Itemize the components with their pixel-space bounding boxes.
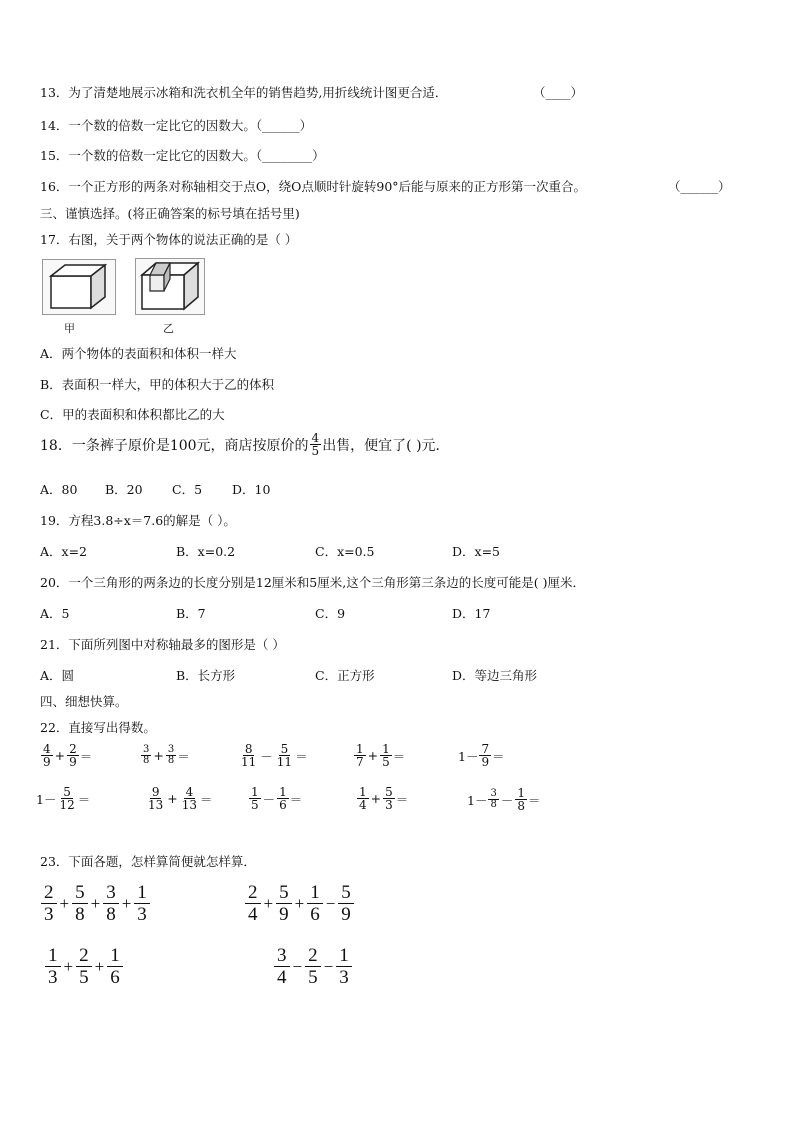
- figure-label-yi: 乙: [163, 322, 174, 335]
- numerator: 1: [45, 945, 61, 967]
- question-21: 21．下面所列图中对称轴最多的图形是（ ）: [40, 637, 285, 652]
- numerator: 2: [76, 945, 92, 967]
- option-18a[interactable]: A．80: [40, 482, 78, 497]
- operator: +: [367, 748, 379, 763]
- lead-term: 1－: [467, 792, 488, 808]
- numerator: 3: [490, 788, 497, 799]
- numerator: 3: [274, 945, 290, 967]
- denominator: 8: [75, 904, 85, 925]
- calc-item: [356, 786, 408, 811]
- denominator: 3: [44, 904, 54, 925]
- numerator: 8: [244, 742, 253, 756]
- lead-term: 1－: [458, 748, 479, 764]
- option-20c[interactable]: C．9: [315, 606, 346, 621]
- calc-item: [248, 786, 302, 811]
- calc-item: [36, 786, 90, 811]
- calc-item: [353, 743, 405, 768]
- numerator: 4: [43, 742, 51, 756]
- denominator: 8: [143, 755, 150, 766]
- equals-sign: ＝: [177, 748, 190, 764]
- numerator: 2: [41, 882, 57, 904]
- operator: −: [292, 956, 303, 976]
- operator: +: [54, 748, 66, 763]
- denominator: 8: [517, 799, 525, 813]
- operator: +: [121, 893, 132, 913]
- option-20b[interactable]: B．7: [176, 606, 206, 621]
- question-16: 16．一个正方形的两条对称轴相交于点O，绕O点顺时针旋转90°后能与原来的正方形第一次重合。: [40, 179, 587, 194]
- equals-sign: ＝: [527, 792, 541, 808]
- equals-sign: ＝: [392, 748, 406, 764]
- denominator: 8: [167, 755, 175, 766]
- cube-cutout-drawing: [136, 259, 204, 314]
- numerator: 1: [107, 945, 123, 967]
- numerator: 5: [280, 742, 289, 756]
- numerator: 3: [143, 744, 150, 755]
- numerator: 3: [167, 744, 175, 755]
- numerator: 5: [338, 882, 354, 904]
- operator: +: [263, 893, 274, 913]
- numerator: 5: [385, 785, 393, 799]
- numerator: 1: [251, 785, 259, 799]
- equals-sign: ＝: [295, 748, 308, 764]
- calc-item: [467, 787, 541, 812]
- numerator: 1: [307, 882, 323, 904]
- question-23: 23．下面各题，怎样算简便就怎样算．: [40, 854, 256, 869]
- question-14: 14．一个数的倍数一定比它的因数大。（______）: [40, 118, 313, 133]
- option-18c[interactable]: C．5: [172, 482, 203, 497]
- denominator: 9: [43, 755, 51, 769]
- option-21d[interactable]: D．等边三角形: [452, 668, 538, 683]
- simplify-expression-4: [273, 945, 353, 988]
- option-20d[interactable]: D．17: [452, 606, 491, 621]
- simplify-expression-3: [44, 945, 124, 988]
- denominator: 4: [359, 798, 367, 812]
- calc-item: [145, 786, 213, 811]
- denominator: 11: [241, 755, 257, 769]
- question-15: 15．一个数的倍数一定比它的因数大。（________）: [40, 148, 325, 163]
- equals-sign: ＝: [492, 748, 505, 764]
- denominator: 5: [251, 798, 259, 812]
- operator: －: [500, 792, 514, 808]
- option-19b[interactable]: B．x=0.2: [176, 544, 236, 559]
- fraction-numerator: 4: [311, 431, 320, 445]
- numerator: 1: [359, 785, 367, 799]
- fraction-four-fifths: [310, 432, 322, 457]
- denominator: 6: [279, 798, 287, 812]
- question-18-text-post: 出售，便宜了( )元．: [322, 437, 450, 454]
- calc-item: [140, 745, 190, 766]
- question-19: 19．方程3.8÷x＝7.6的解是（ ）。: [40, 513, 236, 528]
- denominator: 9: [69, 755, 77, 769]
- option-19d[interactable]: D．x=5: [452, 544, 500, 559]
- numerator: 2: [305, 945, 321, 967]
- calc-item: [40, 743, 92, 768]
- simplify-expression-1: [40, 882, 151, 925]
- question-13-answer-blank[interactable]: （____）: [533, 85, 584, 100]
- question-18: [40, 432, 450, 457]
- equals-sign: ＝: [79, 748, 93, 764]
- question-16-answer-blank[interactable]: （______）: [668, 179, 731, 194]
- numerator: 1: [517, 786, 525, 800]
- section-4-heading: 四、细想快算。: [40, 694, 128, 709]
- cube-solid-drawing: [43, 260, 115, 314]
- denominator: 5: [382, 755, 390, 769]
- numerator: 4: [185, 785, 194, 799]
- question-20: 20．一个三角形的两条边的长度分别是12厘米和5厘米,这个三角形第三条边的长度可能是( )厘米．: [40, 575, 585, 590]
- denominator: 9: [341, 904, 351, 925]
- denominator: 8: [490, 799, 497, 810]
- equals-sign: ＝: [289, 791, 303, 807]
- denominator: 3: [339, 967, 349, 988]
- question-22: 22．直接写出得数。: [40, 720, 156, 735]
- denominator: 9: [279, 904, 289, 925]
- calc-item: [458, 743, 505, 768]
- denominator: 6: [310, 904, 320, 925]
- lead-term: 1－: [36, 791, 57, 807]
- question-18-text-pre: 18．一条裤子原价是100元，商店按原价的: [40, 437, 309, 454]
- denominator: 5: [308, 967, 318, 988]
- operator: −: [323, 956, 334, 976]
- calc-item: [238, 743, 308, 768]
- figure-yi: [135, 258, 205, 315]
- figure-label-jia: 甲: [64, 322, 75, 335]
- option-21c[interactable]: C．正方形: [315, 668, 375, 683]
- fraction-denominator: 5: [311, 444, 320, 458]
- operator: +: [294, 893, 305, 913]
- denominator: 11: [276, 755, 293, 769]
- option-19a[interactable]: A．x=2: [40, 544, 88, 559]
- denominator: 4: [248, 904, 258, 925]
- denominator: 8: [106, 904, 116, 925]
- option-17a[interactable]: A．两个物体的表面积和体积一样大: [40, 346, 237, 361]
- numerator: 5: [63, 785, 71, 799]
- equals-sign: ＝: [395, 791, 409, 807]
- numerator: 1: [134, 882, 150, 904]
- denominator: 3: [385, 798, 393, 812]
- option-18d[interactable]: D．10: [232, 482, 271, 497]
- operator: −: [325, 893, 336, 913]
- operator: +: [63, 956, 74, 976]
- option-20a[interactable]: A．5: [40, 606, 70, 621]
- option-17b[interactable]: B．表面积一样大，甲的体积大于乙的体积: [40, 377, 275, 392]
- numerator: 2: [245, 882, 261, 904]
- denominator: 6: [110, 967, 120, 988]
- denominator: 3: [48, 967, 58, 988]
- operator: +: [59, 893, 70, 913]
- option-17c[interactable]: C．甲的表面积和体积都比乙的大: [40, 407, 225, 422]
- denominator: 7: [356, 755, 364, 769]
- denominator: 9: [481, 755, 490, 769]
- operator: +: [370, 791, 382, 806]
- question-17: 17．右图，关于两个物体的说法正确的是（ ）: [40, 232, 298, 247]
- denominator: 4: [277, 967, 287, 988]
- equals-sign: ＝: [77, 791, 91, 807]
- figure-jia: [42, 259, 116, 315]
- numerator: 3: [103, 882, 119, 904]
- denominator: 5: [79, 967, 89, 988]
- option-21b[interactable]: B．长方形: [176, 668, 236, 683]
- option-19c[interactable]: C．x=0.5: [315, 544, 375, 559]
- operator: －: [260, 748, 273, 764]
- numerator: 5: [72, 882, 88, 904]
- section-3-heading: 三、谨慎选择。(将正确答案的标号填在括号里): [40, 206, 300, 221]
- denominator: 13: [148, 798, 164, 812]
- operator: +: [167, 791, 178, 806]
- denominator: 12: [59, 798, 75, 812]
- numerator: 9: [151, 785, 160, 799]
- denominator: 13: [181, 798, 198, 812]
- option-18b[interactable]: B．20: [105, 482, 143, 497]
- numerator: 5: [276, 882, 292, 904]
- question-13: 13．为了清楚地展示冰箱和洗衣机全年的销售趋势,用折线统计图更合适．: [40, 85, 448, 100]
- numerator: 2: [69, 742, 77, 756]
- operator: +: [90, 893, 101, 913]
- equals-sign: ＝: [200, 791, 213, 807]
- simplify-expression-2: [244, 882, 355, 925]
- operator: +: [153, 748, 164, 763]
- denominator: 3: [137, 904, 147, 925]
- numerator: 1: [356, 742, 364, 756]
- numerator: 1: [336, 945, 352, 967]
- option-21a[interactable]: A．圆: [40, 668, 75, 683]
- numerator: 7: [481, 742, 490, 756]
- numerator: 1: [279, 785, 287, 799]
- operator: +: [94, 956, 105, 976]
- numerator: 1: [382, 742, 390, 756]
- operator: －: [262, 791, 276, 807]
